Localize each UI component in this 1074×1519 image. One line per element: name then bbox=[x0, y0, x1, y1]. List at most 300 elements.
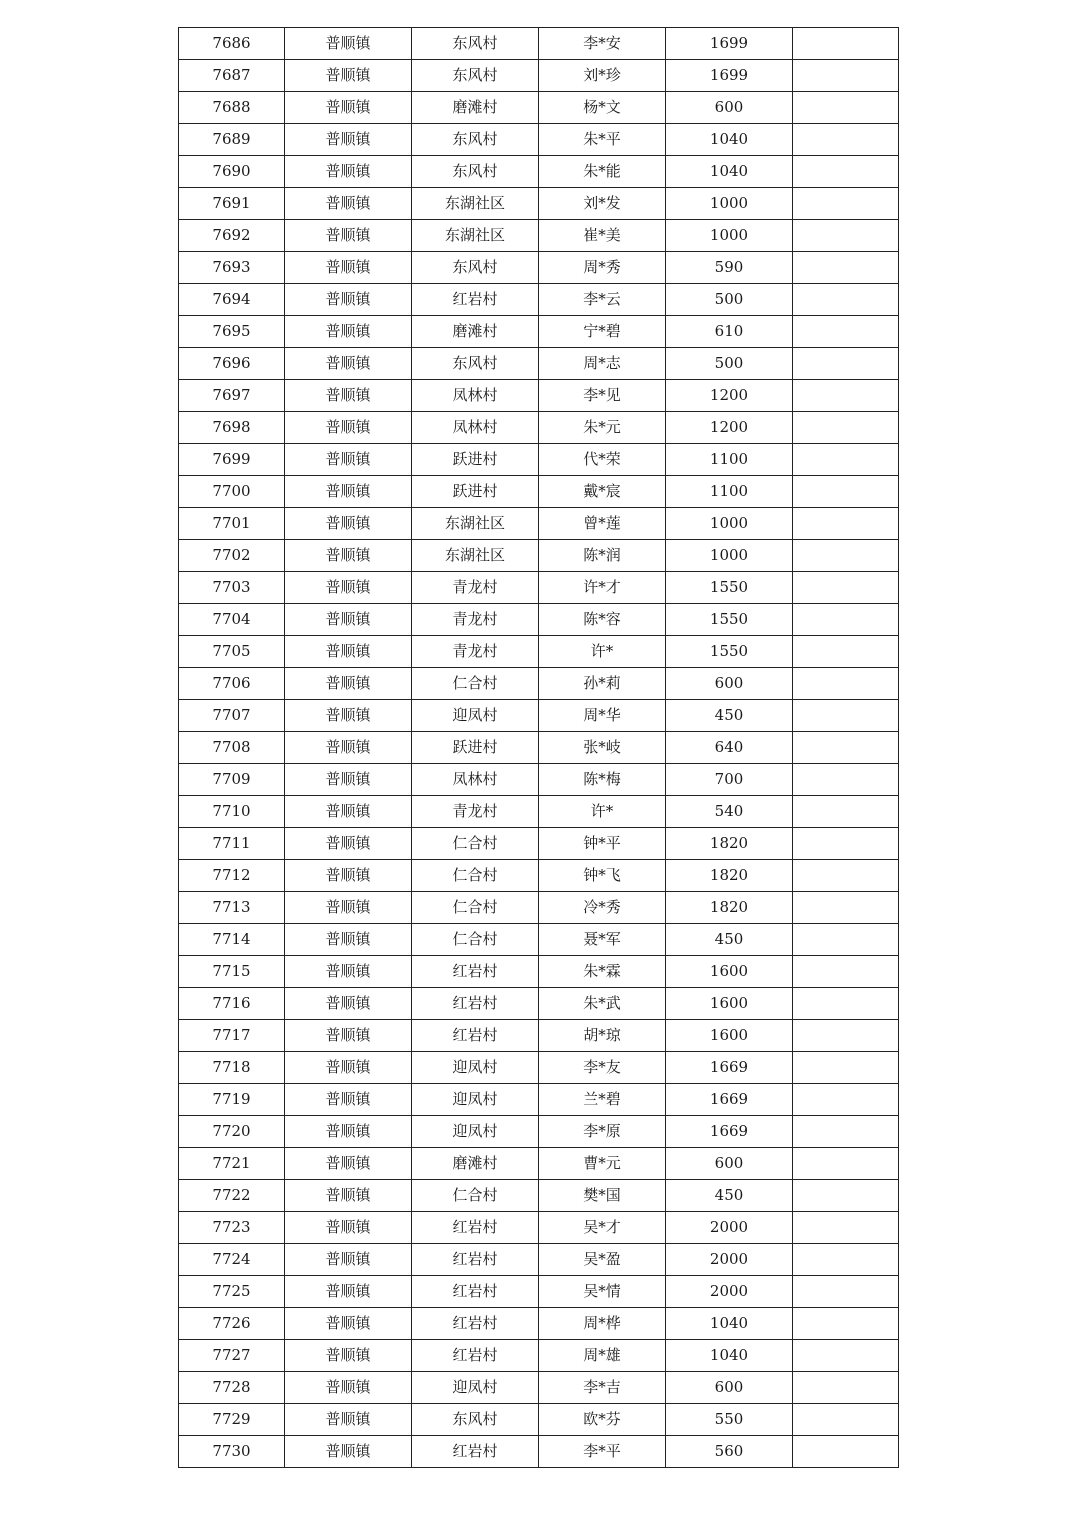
row-number-cell: 7689 bbox=[179, 124, 285, 156]
person-name-cell: 李*原 bbox=[539, 1116, 666, 1148]
amount-cell: 1000 bbox=[666, 508, 793, 540]
note-cell bbox=[793, 732, 899, 764]
town-cell: 普顺镇 bbox=[285, 892, 412, 924]
table-row bbox=[179, 92, 899, 124]
table-row bbox=[179, 956, 899, 988]
table-row bbox=[179, 220, 899, 252]
village-cell: 红岩村 bbox=[412, 1020, 539, 1052]
table-row bbox=[179, 1020, 899, 1052]
note-cell bbox=[793, 1116, 899, 1148]
village-cell: 仁合村 bbox=[412, 1180, 539, 1212]
village-cell: 磨滩村 bbox=[412, 92, 539, 124]
town-cell: 普顺镇 bbox=[285, 92, 412, 124]
note-cell bbox=[793, 668, 899, 700]
town-cell: 普顺镇 bbox=[285, 28, 412, 60]
table-row bbox=[179, 1148, 899, 1180]
village-cell: 东风村 bbox=[412, 156, 539, 188]
person-name-cell: 曾*莲 bbox=[539, 508, 666, 540]
village-cell: 红岩村 bbox=[412, 1212, 539, 1244]
row-number-cell: 7720 bbox=[179, 1116, 285, 1148]
note-cell bbox=[793, 60, 899, 92]
amount-cell: 1550 bbox=[666, 572, 793, 604]
table-row bbox=[179, 1052, 899, 1084]
person-name-cell: 陈*梅 bbox=[539, 764, 666, 796]
village-cell: 跃进村 bbox=[412, 476, 539, 508]
table-row bbox=[179, 604, 899, 636]
person-name-cell: 许*才 bbox=[539, 572, 666, 604]
person-name-cell: 钟*飞 bbox=[539, 860, 666, 892]
row-number-cell: 7728 bbox=[179, 1372, 285, 1404]
table-row bbox=[179, 1212, 899, 1244]
person-name-cell: 吴*才 bbox=[539, 1212, 666, 1244]
amount-cell: 1100 bbox=[666, 444, 793, 476]
table-row bbox=[179, 28, 899, 60]
note-cell bbox=[793, 476, 899, 508]
row-number-cell: 7693 bbox=[179, 252, 285, 284]
person-name-cell: 钟*平 bbox=[539, 828, 666, 860]
note-cell bbox=[793, 796, 899, 828]
amount-cell: 1820 bbox=[666, 892, 793, 924]
amount-cell: 1040 bbox=[666, 156, 793, 188]
town-cell: 普顺镇 bbox=[285, 1148, 412, 1180]
amount-cell: 600 bbox=[666, 1148, 793, 1180]
note-cell bbox=[793, 28, 899, 60]
amount-cell: 1200 bbox=[666, 412, 793, 444]
table-row bbox=[179, 1372, 899, 1404]
person-name-cell: 周*桦 bbox=[539, 1308, 666, 1340]
town-cell: 普顺镇 bbox=[285, 1180, 412, 1212]
amount-cell: 1550 bbox=[666, 604, 793, 636]
town-cell: 普顺镇 bbox=[285, 444, 412, 476]
town-cell: 普顺镇 bbox=[285, 316, 412, 348]
village-cell: 迎凤村 bbox=[412, 1372, 539, 1404]
amount-cell: 500 bbox=[666, 284, 793, 316]
person-name-cell: 刘*发 bbox=[539, 188, 666, 220]
table-row bbox=[179, 732, 899, 764]
row-number-cell: 7715 bbox=[179, 956, 285, 988]
table-body bbox=[179, 28, 899, 1468]
town-cell: 普顺镇 bbox=[285, 1404, 412, 1436]
amount-cell: 1669 bbox=[666, 1116, 793, 1148]
village-cell: 磨滩村 bbox=[412, 1148, 539, 1180]
table-row bbox=[179, 284, 899, 316]
table-row bbox=[179, 124, 899, 156]
person-name-cell: 许* bbox=[539, 636, 666, 668]
town-cell: 普顺镇 bbox=[285, 668, 412, 700]
village-cell: 东湖社区 bbox=[412, 508, 539, 540]
town-cell: 普顺镇 bbox=[285, 220, 412, 252]
row-number-cell: 7708 bbox=[179, 732, 285, 764]
amount-cell: 1699 bbox=[666, 28, 793, 60]
amount-cell: 1550 bbox=[666, 636, 793, 668]
person-name-cell: 陈*容 bbox=[539, 604, 666, 636]
note-cell bbox=[793, 604, 899, 636]
amount-cell: 1000 bbox=[666, 188, 793, 220]
note-cell bbox=[793, 156, 899, 188]
table-row bbox=[179, 668, 899, 700]
note-cell bbox=[793, 316, 899, 348]
note-cell bbox=[793, 1244, 899, 1276]
row-number-cell: 7699 bbox=[179, 444, 285, 476]
table-row bbox=[179, 412, 899, 444]
table-row bbox=[179, 764, 899, 796]
note-cell bbox=[793, 124, 899, 156]
amount-cell: 1040 bbox=[666, 1340, 793, 1372]
amount-cell: 550 bbox=[666, 1404, 793, 1436]
town-cell: 普顺镇 bbox=[285, 1340, 412, 1372]
village-cell: 红岩村 bbox=[412, 956, 539, 988]
note-cell bbox=[793, 860, 899, 892]
town-cell: 普顺镇 bbox=[285, 732, 412, 764]
table-row bbox=[179, 636, 899, 668]
town-cell: 普顺镇 bbox=[285, 476, 412, 508]
town-cell: 普顺镇 bbox=[285, 956, 412, 988]
village-cell: 东风村 bbox=[412, 60, 539, 92]
village-cell: 红岩村 bbox=[412, 1244, 539, 1276]
person-name-cell: 朱*武 bbox=[539, 988, 666, 1020]
town-cell: 普顺镇 bbox=[285, 604, 412, 636]
town-cell: 普顺镇 bbox=[285, 252, 412, 284]
row-number-cell: 7724 bbox=[179, 1244, 285, 1276]
note-cell bbox=[793, 348, 899, 380]
person-name-cell: 胡*琼 bbox=[539, 1020, 666, 1052]
person-name-cell: 兰*碧 bbox=[539, 1084, 666, 1116]
town-cell: 普顺镇 bbox=[285, 572, 412, 604]
village-cell: 东湖社区 bbox=[412, 540, 539, 572]
row-number-cell: 7703 bbox=[179, 572, 285, 604]
amount-cell: 1699 bbox=[666, 60, 793, 92]
village-cell: 红岩村 bbox=[412, 1340, 539, 1372]
person-name-cell: 周*雄 bbox=[539, 1340, 666, 1372]
row-number-cell: 7696 bbox=[179, 348, 285, 380]
row-number-cell: 7686 bbox=[179, 28, 285, 60]
row-number-cell: 7705 bbox=[179, 636, 285, 668]
village-cell: 东风村 bbox=[412, 348, 539, 380]
village-cell: 东风村 bbox=[412, 1404, 539, 1436]
table-row bbox=[179, 188, 899, 220]
person-name-cell: 戴*宸 bbox=[539, 476, 666, 508]
note-cell bbox=[793, 1276, 899, 1308]
row-number-cell: 7704 bbox=[179, 604, 285, 636]
amount-cell: 450 bbox=[666, 700, 793, 732]
amount-cell: 1040 bbox=[666, 1308, 793, 1340]
town-cell: 普顺镇 bbox=[285, 1020, 412, 1052]
person-name-cell: 杨*文 bbox=[539, 92, 666, 124]
row-number-cell: 7688 bbox=[179, 92, 285, 124]
row-number-cell: 7730 bbox=[179, 1436, 285, 1468]
table-row bbox=[179, 540, 899, 572]
note-cell bbox=[793, 1212, 899, 1244]
person-name-cell: 代*荣 bbox=[539, 444, 666, 476]
person-name-cell: 李*见 bbox=[539, 380, 666, 412]
note-cell bbox=[793, 1436, 899, 1468]
person-name-cell: 朱*平 bbox=[539, 124, 666, 156]
amount-cell: 610 bbox=[666, 316, 793, 348]
village-cell: 磨滩村 bbox=[412, 316, 539, 348]
person-name-cell: 周*志 bbox=[539, 348, 666, 380]
amount-cell: 1820 bbox=[666, 860, 793, 892]
person-name-cell: 曹*元 bbox=[539, 1148, 666, 1180]
village-cell: 仁合村 bbox=[412, 828, 539, 860]
town-cell: 普顺镇 bbox=[285, 1212, 412, 1244]
person-name-cell: 朱*能 bbox=[539, 156, 666, 188]
note-cell bbox=[793, 1308, 899, 1340]
amount-cell: 500 bbox=[666, 348, 793, 380]
town-cell: 普顺镇 bbox=[285, 1308, 412, 1340]
amount-cell: 450 bbox=[666, 1180, 793, 1212]
village-cell: 仁合村 bbox=[412, 860, 539, 892]
amount-cell: 1600 bbox=[666, 988, 793, 1020]
amount-cell: 2000 bbox=[666, 1212, 793, 1244]
person-name-cell: 樊*国 bbox=[539, 1180, 666, 1212]
amount-cell: 600 bbox=[666, 668, 793, 700]
table-row bbox=[179, 572, 899, 604]
village-cell: 红岩村 bbox=[412, 988, 539, 1020]
table-row bbox=[179, 796, 899, 828]
village-cell: 红岩村 bbox=[412, 1276, 539, 1308]
table-row bbox=[179, 924, 899, 956]
row-number-cell: 7713 bbox=[179, 892, 285, 924]
table-row bbox=[179, 1180, 899, 1212]
town-cell: 普顺镇 bbox=[285, 1052, 412, 1084]
table-row bbox=[179, 1404, 899, 1436]
note-cell bbox=[793, 540, 899, 572]
town-cell: 普顺镇 bbox=[285, 60, 412, 92]
town-cell: 普顺镇 bbox=[285, 1372, 412, 1404]
amount-cell: 640 bbox=[666, 732, 793, 764]
village-cell: 迎凤村 bbox=[412, 700, 539, 732]
note-cell bbox=[793, 1020, 899, 1052]
note-cell bbox=[793, 220, 899, 252]
row-number-cell: 7692 bbox=[179, 220, 285, 252]
note-cell bbox=[793, 892, 899, 924]
note-cell bbox=[793, 956, 899, 988]
row-number-cell: 7726 bbox=[179, 1308, 285, 1340]
row-number-cell: 7690 bbox=[179, 156, 285, 188]
row-number-cell: 7718 bbox=[179, 1052, 285, 1084]
row-number-cell: 7707 bbox=[179, 700, 285, 732]
table-row bbox=[179, 444, 899, 476]
town-cell: 普顺镇 bbox=[285, 1436, 412, 1468]
village-cell: 东湖社区 bbox=[412, 188, 539, 220]
table-row bbox=[179, 348, 899, 380]
note-cell bbox=[793, 252, 899, 284]
note-cell bbox=[793, 988, 899, 1020]
note-cell bbox=[793, 1340, 899, 1372]
note-cell bbox=[793, 764, 899, 796]
note-cell bbox=[793, 700, 899, 732]
note-cell bbox=[793, 1404, 899, 1436]
note-cell bbox=[793, 92, 899, 124]
person-name-cell: 孙*莉 bbox=[539, 668, 666, 700]
row-number-cell: 7701 bbox=[179, 508, 285, 540]
village-cell: 青龙村 bbox=[412, 572, 539, 604]
person-name-cell: 许* bbox=[539, 796, 666, 828]
table-row bbox=[179, 252, 899, 284]
row-number-cell: 7725 bbox=[179, 1276, 285, 1308]
town-cell: 普顺镇 bbox=[285, 636, 412, 668]
village-cell: 东湖社区 bbox=[412, 220, 539, 252]
town-cell: 普顺镇 bbox=[285, 124, 412, 156]
amount-cell: 700 bbox=[666, 764, 793, 796]
row-number-cell: 7706 bbox=[179, 668, 285, 700]
village-cell: 东风村 bbox=[412, 124, 539, 156]
town-cell: 普顺镇 bbox=[285, 828, 412, 860]
row-number-cell: 7717 bbox=[179, 1020, 285, 1052]
person-name-cell: 朱*霖 bbox=[539, 956, 666, 988]
table-row bbox=[179, 700, 899, 732]
town-cell: 普顺镇 bbox=[285, 284, 412, 316]
town-cell: 普顺镇 bbox=[285, 1084, 412, 1116]
amount-cell: 590 bbox=[666, 252, 793, 284]
amount-cell: 2000 bbox=[666, 1244, 793, 1276]
row-number-cell: 7687 bbox=[179, 60, 285, 92]
note-cell bbox=[793, 284, 899, 316]
note-cell bbox=[793, 380, 899, 412]
town-cell: 普顺镇 bbox=[285, 700, 412, 732]
village-cell: 青龙村 bbox=[412, 796, 539, 828]
village-cell: 迎凤村 bbox=[412, 1084, 539, 1116]
table-row bbox=[179, 1084, 899, 1116]
amount-cell: 600 bbox=[666, 1372, 793, 1404]
note-cell bbox=[793, 1372, 899, 1404]
note-cell bbox=[793, 1084, 899, 1116]
amount-cell: 1820 bbox=[666, 828, 793, 860]
note-cell bbox=[793, 1052, 899, 1084]
table-row bbox=[179, 1308, 899, 1340]
note-cell bbox=[793, 188, 899, 220]
table-row bbox=[179, 156, 899, 188]
note-cell bbox=[793, 828, 899, 860]
amount-cell: 1100 bbox=[666, 476, 793, 508]
village-cell: 仁合村 bbox=[412, 668, 539, 700]
village-cell: 凤林村 bbox=[412, 412, 539, 444]
person-name-cell: 聂*军 bbox=[539, 924, 666, 956]
table-row bbox=[179, 508, 899, 540]
village-cell: 跃进村 bbox=[412, 444, 539, 476]
person-name-cell: 欧*芬 bbox=[539, 1404, 666, 1436]
person-name-cell: 周*秀 bbox=[539, 252, 666, 284]
note-cell bbox=[793, 508, 899, 540]
village-cell: 跃进村 bbox=[412, 732, 539, 764]
village-cell: 红岩村 bbox=[412, 1436, 539, 1468]
town-cell: 普顺镇 bbox=[285, 924, 412, 956]
person-name-cell: 李*吉 bbox=[539, 1372, 666, 1404]
table-row bbox=[179, 1340, 899, 1372]
town-cell: 普顺镇 bbox=[285, 1244, 412, 1276]
person-name-cell: 陈*润 bbox=[539, 540, 666, 572]
town-cell: 普顺镇 bbox=[285, 348, 412, 380]
row-number-cell: 7695 bbox=[179, 316, 285, 348]
table-row bbox=[179, 988, 899, 1020]
note-cell bbox=[793, 924, 899, 956]
amount-cell: 1600 bbox=[666, 956, 793, 988]
row-number-cell: 7694 bbox=[179, 284, 285, 316]
row-number-cell: 7721 bbox=[179, 1148, 285, 1180]
row-number-cell: 7714 bbox=[179, 924, 285, 956]
table-row bbox=[179, 1116, 899, 1148]
row-number-cell: 7710 bbox=[179, 796, 285, 828]
amount-cell: 1000 bbox=[666, 220, 793, 252]
row-number-cell: 7727 bbox=[179, 1340, 285, 1372]
village-cell: 红岩村 bbox=[412, 284, 539, 316]
table-row bbox=[179, 1244, 899, 1276]
amount-cell: 1200 bbox=[666, 380, 793, 412]
table-row bbox=[179, 860, 899, 892]
row-number-cell: 7712 bbox=[179, 860, 285, 892]
row-number-cell: 7719 bbox=[179, 1084, 285, 1116]
person-name-cell: 崔*美 bbox=[539, 220, 666, 252]
amount-cell: 1669 bbox=[666, 1084, 793, 1116]
row-number-cell: 7691 bbox=[179, 188, 285, 220]
amount-cell: 1600 bbox=[666, 1020, 793, 1052]
row-number-cell: 7697 bbox=[179, 380, 285, 412]
town-cell: 普顺镇 bbox=[285, 988, 412, 1020]
row-number-cell: 7711 bbox=[179, 828, 285, 860]
amount-cell: 540 bbox=[666, 796, 793, 828]
person-name-cell: 李*安 bbox=[539, 28, 666, 60]
table-row bbox=[179, 316, 899, 348]
row-number-cell: 7702 bbox=[179, 540, 285, 572]
person-name-cell: 宁*碧 bbox=[539, 316, 666, 348]
row-number-cell: 7709 bbox=[179, 764, 285, 796]
person-name-cell: 朱*元 bbox=[539, 412, 666, 444]
note-cell bbox=[793, 572, 899, 604]
note-cell bbox=[793, 412, 899, 444]
person-name-cell: 吴*情 bbox=[539, 1276, 666, 1308]
row-number-cell: 7716 bbox=[179, 988, 285, 1020]
town-cell: 普顺镇 bbox=[285, 1116, 412, 1148]
town-cell: 普顺镇 bbox=[285, 796, 412, 828]
village-cell: 凤林村 bbox=[412, 764, 539, 796]
person-name-cell: 李*平 bbox=[539, 1436, 666, 1468]
village-cell: 青龙村 bbox=[412, 604, 539, 636]
person-name-cell: 李*友 bbox=[539, 1052, 666, 1084]
town-cell: 普顺镇 bbox=[285, 860, 412, 892]
table-row bbox=[179, 1436, 899, 1468]
town-cell: 普顺镇 bbox=[285, 508, 412, 540]
row-number-cell: 7698 bbox=[179, 412, 285, 444]
village-cell: 青龙村 bbox=[412, 636, 539, 668]
table-row bbox=[179, 380, 899, 412]
town-cell: 普顺镇 bbox=[285, 412, 412, 444]
village-cell: 东风村 bbox=[412, 28, 539, 60]
town-cell: 普顺镇 bbox=[285, 188, 412, 220]
note-cell bbox=[793, 444, 899, 476]
records-table bbox=[178, 27, 899, 1468]
town-cell: 普顺镇 bbox=[285, 380, 412, 412]
town-cell: 普顺镇 bbox=[285, 156, 412, 188]
village-cell: 凤林村 bbox=[412, 380, 539, 412]
person-name-cell: 冷*秀 bbox=[539, 892, 666, 924]
town-cell: 普顺镇 bbox=[285, 540, 412, 572]
village-cell: 东风村 bbox=[412, 252, 539, 284]
row-number-cell: 7722 bbox=[179, 1180, 285, 1212]
village-cell: 迎凤村 bbox=[412, 1052, 539, 1084]
village-cell: 仁合村 bbox=[412, 892, 539, 924]
village-cell: 仁合村 bbox=[412, 924, 539, 956]
town-cell: 普顺镇 bbox=[285, 764, 412, 796]
amount-cell: 1669 bbox=[666, 1052, 793, 1084]
person-name-cell: 周*华 bbox=[539, 700, 666, 732]
table-row bbox=[179, 828, 899, 860]
table-row bbox=[179, 892, 899, 924]
table-row bbox=[179, 1276, 899, 1308]
person-name-cell: 张*岐 bbox=[539, 732, 666, 764]
amount-cell: 560 bbox=[666, 1436, 793, 1468]
town-cell: 普顺镇 bbox=[285, 1276, 412, 1308]
table-row bbox=[179, 60, 899, 92]
